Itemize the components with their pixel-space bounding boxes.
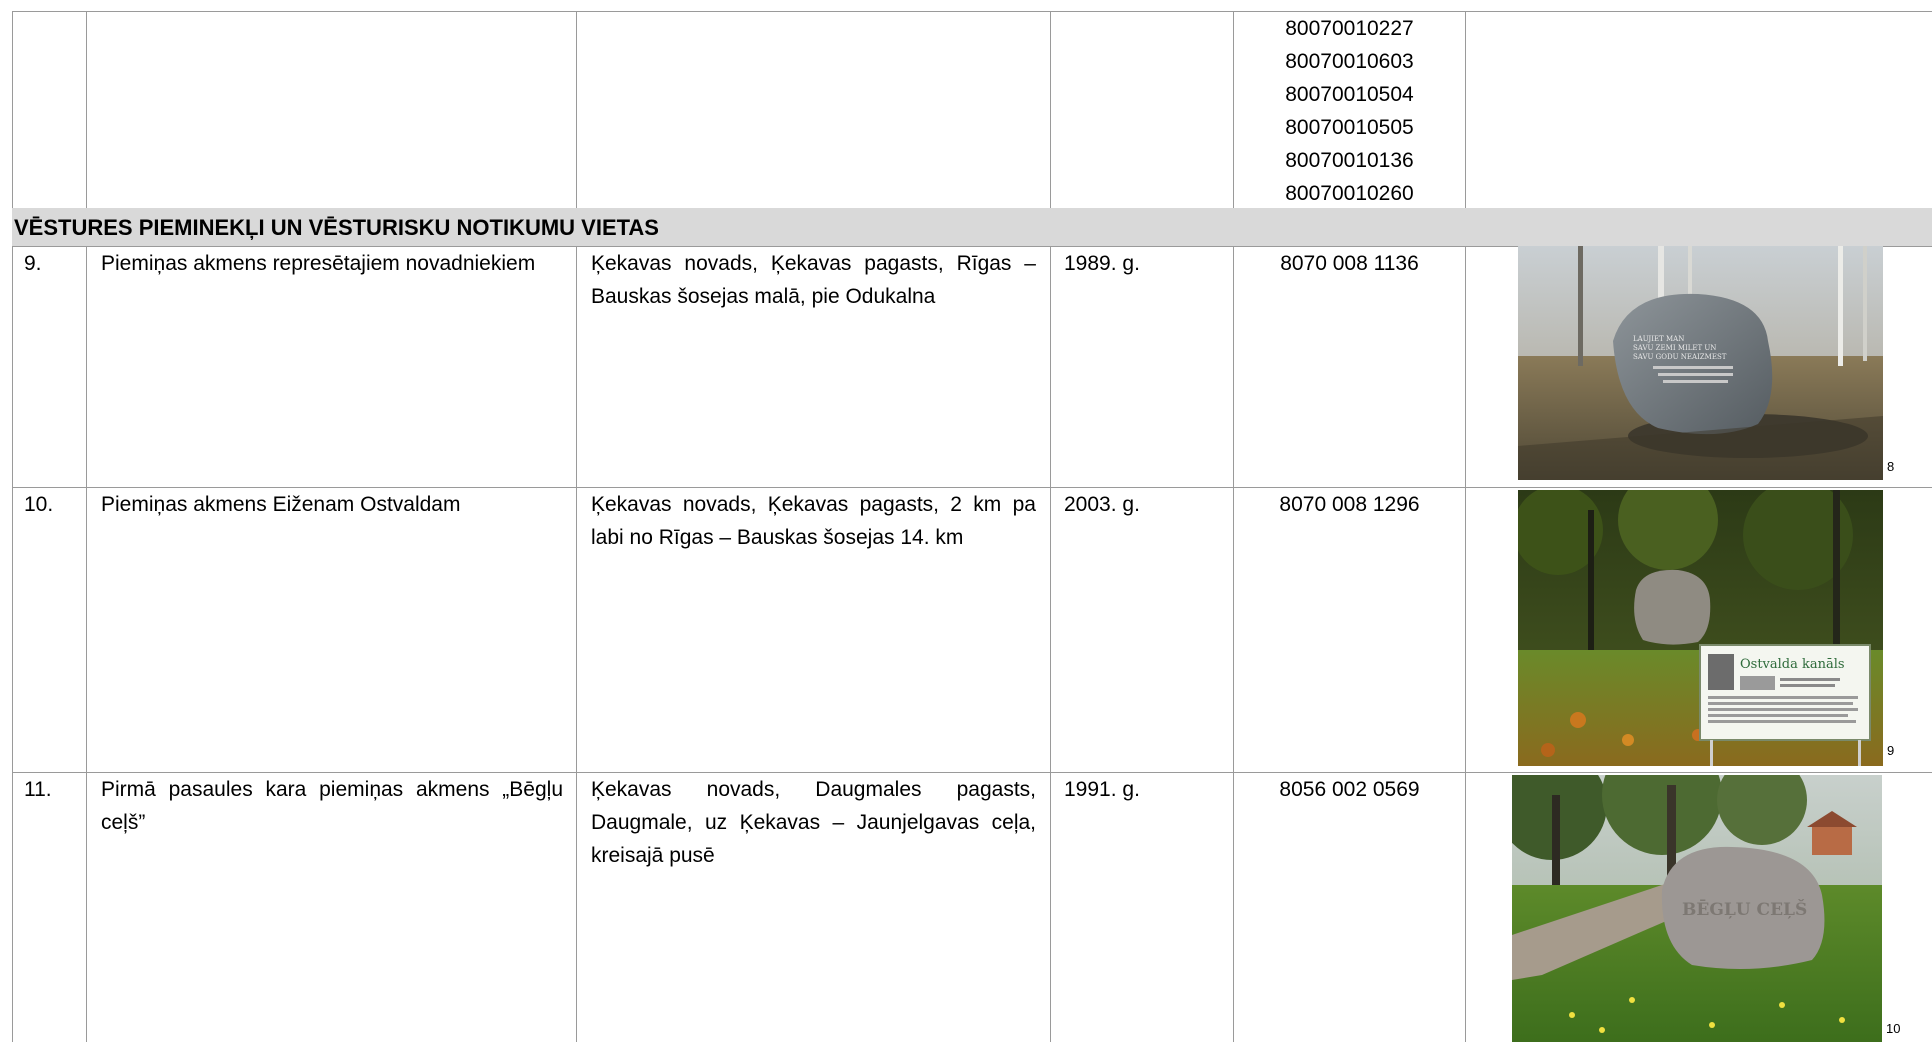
table-col-line [12, 11, 13, 1042]
monument-name: Piemiņas akmens Eiženam Ostvaldam [101, 493, 461, 516]
row-number: 9. [24, 252, 42, 275]
monument-year: 1991. g. [1064, 778, 1140, 801]
stone-inscription: SAVU GODU NEAIZMEST [1633, 353, 1727, 361]
row-number: 10. [24, 493, 54, 516]
table-col-line [86, 11, 87, 208]
monument-name: Piemiņas akmens represētajiem novadniekiem [101, 252, 536, 275]
footnote-marker: 10 [1886, 1021, 1901, 1036]
cadastre-number: 8056 002 0569 [1279, 778, 1420, 801]
monument-location: Ķekavas novads, Ķekavas pagasts, 2 km pa labi no Rīgas – Bauskas šosejas 14. km [591, 493, 1036, 549]
cadastre-number: 80070010260 [1285, 182, 1414, 205]
table-col-line [1050, 246, 1051, 1042]
footnote-marker: 8 [1887, 459, 1895, 474]
section-title: VĒSTURES PIEMINEKĻI UN VĒSTURISKU NOTIKUMU VIETAS [14, 215, 659, 240]
sign-title: Ostvalda kanāls [1740, 657, 1845, 672]
monument-year: 1989. g. [1064, 252, 1140, 275]
stone-inscription: LAUJIET MAN [1633, 335, 1685, 343]
cadastre-number-list [1234, 12, 1465, 210]
stone-inscription: BĒGĻU CEĻŠ [1682, 900, 1808, 920]
memorial-stone-photo [1518, 246, 1883, 480]
cadastre-number: 8070 008 1136 [1280, 252, 1419, 275]
memorial-stone-photo [1518, 490, 1883, 766]
table-col-line [1233, 246, 1234, 1042]
cadastre-number: 80070010603 [1285, 50, 1414, 73]
footnote-marker: 9 [1887, 743, 1895, 758]
monument-name: Pirmā pasaules kara piemiņas akmens „Bēgļu ceļš” [101, 778, 563, 834]
stone-inscription: SAVU ZEMI MILET UN [1633, 344, 1717, 352]
memorial-stone-photo [1512, 775, 1882, 1042]
cadastre-number: 80070010504 [1285, 83, 1414, 106]
table-col-line [1050, 11, 1051, 208]
monument-location: Ķekavas novads, Ķekavas pagasts, Rīgas – Bauskas šosejas malā, pie Odukalna [591, 252, 1036, 308]
cadastre-number: 80070010505 [1285, 116, 1414, 139]
table-col-line [86, 246, 87, 1042]
monument-location: Ķekavas novads, Daugmales pagasts, Daugmale, uz Ķekavas – Jaunjelgavas ceļa, kreisajā pusē [591, 778, 1036, 867]
table-col-line [576, 11, 577, 208]
table-col-line [1465, 246, 1466, 1042]
table-border-top [12, 11, 1932, 12]
table-col-line [1465, 11, 1466, 208]
cadastre-number: 80070010227 [1285, 17, 1414, 40]
cadastre-number: 80070010136 [1285, 149, 1414, 172]
row-number: 11. [24, 778, 52, 801]
table-col-line [576, 246, 577, 1042]
cadastre-number: 8070 008 1296 [1279, 493, 1420, 516]
monument-year: 2003. g. [1064, 493, 1140, 516]
